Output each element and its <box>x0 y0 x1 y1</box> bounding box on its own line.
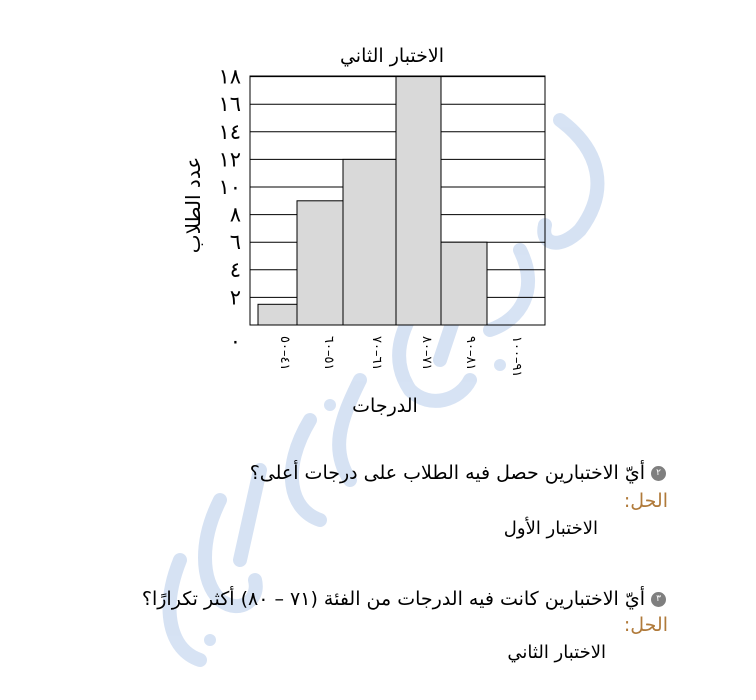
solution-label: الحل: <box>623 490 668 512</box>
x-tick-label: ٧١–٨٠ <box>419 336 434 371</box>
bar-1 <box>258 304 297 325</box>
answer-text: الاختبار الأول <box>503 518 598 539</box>
x-tick-label: ٦١–٧٠ <box>369 336 384 371</box>
y-tick-label: ١٤ <box>218 119 241 144</box>
y-tick-labels <box>218 65 241 353</box>
x-tick-label: ٤١–٥٠ <box>277 336 292 371</box>
question-number-badge: ٢ <box>651 466 666 481</box>
y-tick-label: ٢ <box>229 285 241 310</box>
y-tick-label: ٠ <box>229 329 241 353</box>
question-text: أيّ الاختبارين كانت فيه الدرجات من الفئة (٧١ – ٨٠) أكثر تكرارًا؟ <box>141 588 645 610</box>
x-tick-label: ٨١–٩٠ <box>463 336 478 371</box>
chart-title: الاختبار الثاني <box>339 45 445 67</box>
bar-2 <box>297 201 343 325</box>
x-axis-label: الدرجات <box>352 395 418 417</box>
y-tick-label: ٦ <box>229 230 241 255</box>
solution-label: الحل: <box>623 614 668 636</box>
chart-bars <box>258 77 487 325</box>
x-tick-label: ٩١–١٠٠ <box>509 336 524 378</box>
question-3 <box>142 588 666 610</box>
y-tick-label: ١٨ <box>218 64 241 89</box>
bar-3 <box>343 159 396 325</box>
y-tick-label: ١٢ <box>218 147 241 172</box>
y-tick-label: ٨ <box>229 202 241 227</box>
y-tick-label: ١٦ <box>218 92 241 117</box>
question-number-badge: ٣ <box>651 592 666 607</box>
question-2 <box>250 462 666 484</box>
answer-text: الاختبار الثاني <box>507 642 606 663</box>
y-axis-label: عدد الطلاب <box>181 156 205 254</box>
y-tick-label: ١٠ <box>218 175 241 199</box>
y-tick-label: ٤ <box>229 257 241 282</box>
x-tick-label: ٥١–٦٠ <box>321 336 336 371</box>
bar-5 <box>441 242 487 325</box>
question-text: أيّ الاختبارين حصل فيه الطلاب على درجات أعلى؟ <box>249 462 645 484</box>
bar-4 <box>396 77 441 325</box>
x-tick-labels <box>277 336 524 377</box>
